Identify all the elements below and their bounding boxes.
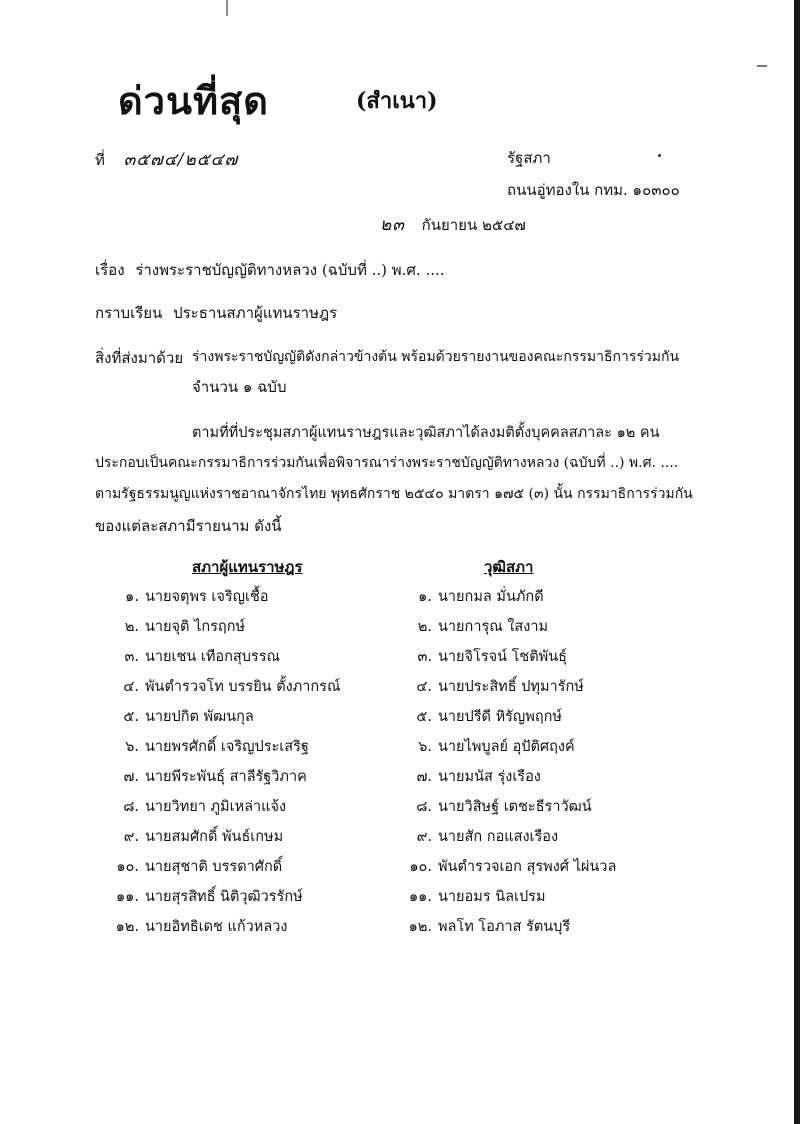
body-line-3: ตามรัฐธรรมนูญแห่งราชอาณาจักรไทย พุทธศักราช ๒๕๔๐ มาตรา ๑๗๕ (๓) นั้น กรรมาธิการร่วมกัน [95,486,693,502]
member-name: นายพีระพันธุ์ สาลีรัฐวิภาค [145,769,307,785]
member-name: นายสุรสิทธิ์ นิติวุฒิวรรักษ์ [145,889,303,905]
member-number: ๑๑. [408,889,432,905]
member-name: นายพรศักดิ์ เจริญประเสริฐ [145,739,309,755]
senate-member [398,855,616,878]
member-number: ๕. [416,709,432,725]
member-name: พลโท โอภาส รัตนบุรี [438,919,571,935]
senate-member [398,675,584,698]
member-number: ๑๐. [409,859,432,875]
house-member [105,705,254,728]
senate-member [398,795,592,818]
member-name: นายประสิทธิ์ ปทุมารักษ์ [438,679,584,695]
senate-member [398,705,562,728]
scan-dot [658,154,661,157]
member-name: พันตำรวจโท บรรยิน ตั้งภากรณ์ [145,679,341,695]
member-number: ๕. [123,709,139,725]
senate-member [398,915,570,938]
enclosure-line-2: จำนวน ๑ ฉบับ [192,378,287,396]
senate-member [398,735,575,758]
document-date [380,211,526,238]
subject-text: ร่างพระราชบัญญัติทางหลวง (ฉบับที่ ..) พ.ศ. .... [135,261,445,279]
house-member [105,825,283,848]
member-number: ๙. [123,829,139,845]
member-number: ๗. [123,769,139,785]
house-member [105,855,282,878]
house-member [105,885,303,908]
member-name: นายเชน เทือกสุบรรณ [145,649,280,665]
member-name: นายจตุพร เจริญเชื้อ [145,589,269,605]
member-number: ๑๒. [408,919,432,935]
salutation-text: ประธานสภาผู้แทนราษฎร [173,304,338,322]
subject-line [95,258,445,282]
house-member [105,915,287,938]
house-member [105,615,245,638]
subject-label: เรื่อง [95,261,125,279]
member-number: ๓. [417,649,432,665]
member-number: ๑. [125,589,139,605]
member-name: นายสุชาติ บรรดาศักดิ์ [145,859,283,875]
house-member [105,675,340,698]
organization-address: ถนนอู่ทองใน กทม. ๑๐๓๐๐ [507,181,680,199]
member-number: ๒. [124,619,139,635]
scan-artifact-top [226,0,228,16]
date-day: ๒๓ [380,215,405,235]
member-number: ๓. [124,649,139,665]
enclosure-line-1: ร่างพระราชบัญญัติดังกล่าวข้างต้น พร้อมด้วยรายงานของคณะกรรมาธิการร่วมกัน [192,349,680,365]
member-number: ๘. [416,799,432,815]
senate-member [398,615,548,638]
member-number: ๑๒. [115,919,139,935]
urgency-stamp: ด่วนที่สุด [118,78,269,123]
house-member [105,765,307,788]
scan-artifact-mark [757,65,767,67]
member-number: ๔. [416,679,432,695]
member-number: ๔. [123,679,139,695]
member-number: ๖. [125,739,139,755]
scan-edge-border [794,0,800,1124]
senate-member [398,885,546,908]
reference-prefix: ที่ [95,151,105,169]
senate-heading: วุฒิสภา [484,558,534,576]
salutation-label: กราบเรียน [95,304,163,322]
member-name: นายจุติ ไกรฤกษ์ [145,619,246,635]
member-number: ๗. [416,769,432,785]
reference-line [95,146,238,173]
senate-member [398,585,544,608]
body-line-2: ประกอบเป็นคณะกรรมาธิการร่วมกันเพื่อพิจารณาร่างพระราชบัญญัติทางหลวง (ฉบับที่ ..) พ.ศ. .... [95,455,679,471]
senate-member [398,825,558,848]
body-line-4: ของแต่ละสภามีรายนาม ดังนี้ [95,517,282,535]
member-number: ๑. [418,589,432,605]
member-name: พันตำรวจเอก สุรพงศ์ ไผ่นวล [438,859,617,875]
member-name: นายอิทธิเดช แก้วหลวง [145,919,288,935]
member-number: ๖. [418,739,432,755]
date-month-year: กันยายน ๒๕๔๗ [421,216,526,234]
organization-name: รัฐสภา [507,149,551,167]
enclosure-label: สิ่งที่ส่งมาด้วย [95,349,184,367]
member-name: นายสัก กอแสงเรือง [438,829,559,845]
member-name: นายไพบูลย์ อุปัติศฤงค์ [438,739,575,755]
senate-member [398,645,567,668]
body-line-1: ตามที่ที่ประชุมสภาผู้แทนราษฎรและวุฒิสภาได้ลงมติตั้งบุคคลสภาละ ๑๒ คน [192,425,660,441]
member-name: นายอมร นิลเปรม [438,889,546,905]
reference-number: ๓๕๗๔/๒๕๔๗ [123,150,239,170]
member-number: ๙. [416,829,432,845]
salutation-line [95,301,337,325]
member-name: นายปรีดี หิรัญพฤกษ์ [438,709,562,725]
member-name: นายปกิต พัฒนกุล [145,709,254,725]
house-member [105,795,286,818]
member-number: ๑๑. [115,889,139,905]
member-name: นายวิทยา ภูมิเหล่าแจ้ง [145,799,287,815]
copy-label: (สำเนา) [356,88,438,114]
senate-member [398,765,541,788]
member-name: นายวิสิษฐ์ เตชะธีราวัฒน์ [438,799,592,815]
member-name: นายกมล มั่นภักดี [438,589,544,605]
member-number: ๒. [417,619,432,635]
member-number: ๘. [123,799,139,815]
member-name: นายสมศักดิ์ พันธ์เกษม [145,829,284,845]
member-name: นายจิโรจน์ โชติพันธุ์ [438,649,568,665]
member-name: นายการุณ ใสงาม [438,619,549,635]
house-member [105,585,269,608]
house-member [105,735,309,758]
member-number: ๑๐. [116,859,139,875]
house-member [105,645,280,668]
member-name: นายมนัส รุ่งเรือง [438,769,541,785]
house-heading: สภาผู้แทนราษฎร [192,558,303,576]
